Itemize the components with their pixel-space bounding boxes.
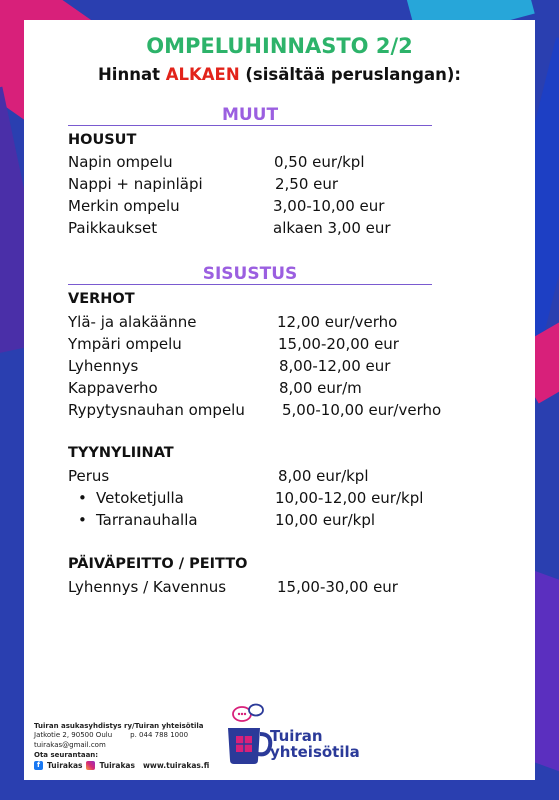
- price-list-sheet: [24, 20, 535, 780]
- price-row: [68, 197, 508, 219]
- logo-line-2: yhteisötila: [270, 743, 360, 761]
- page-title: OMPELUHINNASTO 2/2: [146, 34, 413, 58]
- item-price: 15,00-20,00 eur: [278, 335, 399, 353]
- item-label: Ympäri ompelu: [68, 335, 182, 353]
- facebook-icon: f: [34, 761, 43, 770]
- group-heading-paivapeitto: PÄIVÄPEITTO / PEITTO: [68, 556, 248, 572]
- item-label: Vetoketjulla: [96, 489, 184, 507]
- price-row: [68, 578, 508, 600]
- address-line: [34, 730, 234, 740]
- item-price: alkaen 3,00 eur: [273, 219, 391, 237]
- price-row: [68, 313, 508, 335]
- price-row: [68, 489, 508, 511]
- price-row: [68, 175, 508, 197]
- tuiran-yhteisotila-logo: [220, 702, 370, 772]
- address: Jatkotie 2, 90500 Oulu: [34, 731, 113, 739]
- subtitle-text: (sisältää peruslangan):: [239, 65, 461, 84]
- price-row: [68, 401, 508, 423]
- price-row: [68, 219, 508, 241]
- item-price: 3,00-10,00 eur: [273, 197, 385, 215]
- website-link[interactable]: www.tuirakas.fi: [142, 761, 210, 770]
- item-price: 15,00-30,00 eur: [277, 578, 398, 596]
- item-label: Paikkaukset: [68, 219, 158, 237]
- item-label: Lyhennys: [68, 357, 139, 375]
- item-label: Tarranauhalla: [96, 511, 198, 529]
- phone: p. 044 788 1000: [130, 731, 189, 739]
- instagram-icon: [86, 761, 95, 770]
- price-row: [68, 357, 508, 379]
- section-heading-muut: MUUT: [68, 105, 432, 126]
- item-price: 12,00 eur/verho: [277, 313, 398, 331]
- item-label: Napin ompelu: [68, 153, 173, 171]
- price-row: [68, 335, 508, 357]
- facebook-link[interactable]: Tuirakas: [47, 761, 83, 770]
- item-label: Lyhennys / Kavennus: [68, 578, 227, 596]
- item-price: 8,00-12,00 eur: [279, 357, 391, 375]
- item-label: Kappaverho: [68, 379, 158, 397]
- bullet-icon: •: [78, 489, 87, 507]
- follow-label: Ota seurantaan:: [34, 751, 99, 759]
- price-row: [68, 467, 508, 489]
- item-price: 0,50 eur/kpl: [274, 153, 365, 171]
- group-heading-verhot: VERHOT: [68, 291, 135, 307]
- group-heading-tyynyliinat: TYYNYLIINAT: [68, 445, 174, 461]
- organization-name: Tuiran asukasyhdistys ry/Tuiran yhteisötila: [34, 722, 204, 730]
- email: tuirakas@gmail.com: [34, 741, 106, 749]
- price-row: [68, 379, 508, 401]
- bullet-icon: •: [78, 511, 87, 529]
- item-price: 5,00-10,00 eur/verho: [282, 401, 442, 419]
- item-label: Rypytysnauhan ompelu: [68, 401, 245, 419]
- contact-footer: [34, 722, 234, 770]
- instagram-link[interactable]: Tuirakas: [99, 761, 135, 770]
- item-price: 10,00 eur/kpl: [275, 511, 376, 529]
- item-label: Ylä- ja alakäänne: [68, 313, 197, 331]
- section-heading-sisustus: SISUSTUS: [68, 264, 432, 285]
- price-row: [68, 511, 508, 533]
- price-row: [68, 153, 508, 175]
- subtitle-text: Hinnat: [97, 65, 166, 84]
- page-subtitle: [24, 65, 535, 84]
- item-label: Nappi + napinläpi: [68, 175, 203, 193]
- logo-text: [270, 728, 360, 760]
- group-heading-housut: HOUSUT: [68, 132, 137, 148]
- item-label: Perus: [68, 467, 110, 485]
- social-links: [34, 761, 234, 770]
- item-price: 10,00-12,00 eur/kpl: [275, 489, 424, 507]
- item-label: Merkin ompelu: [68, 197, 180, 215]
- logo-line-1: Tuiran: [270, 727, 323, 745]
- item-price: 8,00 eur/kpl: [278, 467, 369, 485]
- subtitle-accent: ALKAEN: [165, 65, 240, 84]
- item-price: 2,50 eur: [275, 175, 339, 193]
- item-price: 8,00 eur/m: [279, 379, 362, 397]
